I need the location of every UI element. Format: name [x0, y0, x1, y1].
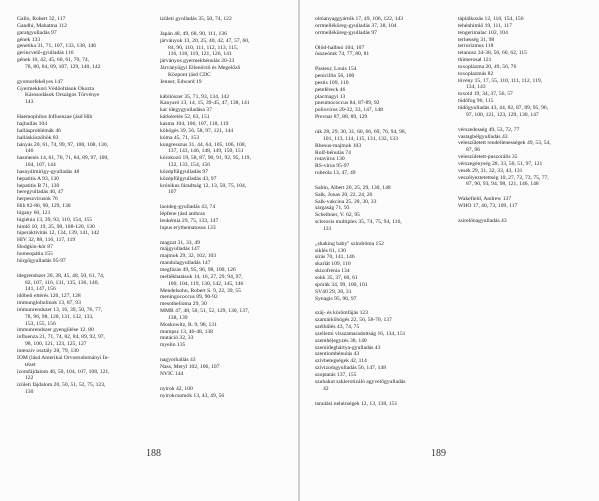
index-column	[160, 16, 295, 399]
index-entry: skizofrénia 134	[315, 268, 350, 275]
section-gap	[315, 393, 450, 401]
index-entry: szemideghártya-gyulladás 43	[315, 344, 381, 351]
index-entry: veleszületett-puszorális 35	[458, 154, 518, 161]
index-entry: szentiombénulás 43	[315, 351, 360, 358]
index-entry: toxoplázma 20, 49, 56, 76	[458, 63, 517, 70]
index-entry: idegrendszer 20, 28, 45, 48, 50, 61, 74,	[17, 272, 105, 279]
section-gap	[315, 302, 450, 310]
index-entry: 101, 113, 114, 115, 131, 132, 133	[323, 135, 398, 142]
index-entry: Sabin, Albert 20, 25, 29, 130, 148	[315, 184, 391, 191]
section-gap	[458, 119, 593, 127]
index-entry: higany 60, 121	[17, 209, 51, 216]
index-entry: genetika 31, 71, 107, 133, 138, 146	[17, 43, 97, 50]
index-entry: szubakut szklerotizáló agyvelőgyulladás	[315, 378, 406, 385]
index-entry: középfülgyulladás 97	[160, 168, 209, 175]
index-entry: izomfájdalom 46, 50, 104, 107, 108, 121,	[17, 368, 110, 375]
index-entry: immunglobulinok 13, 87, 93	[17, 300, 81, 307]
index-entry: SV40 29, 30, 31	[315, 288, 352, 295]
index-entry: szélhűlés 43, 74, 75	[315, 324, 360, 331]
index-entry: thimerosal 121	[458, 57, 492, 64]
index-entry: „shaking baby" szindróma 152	[315, 240, 384, 247]
index-entry: gének 133	[17, 36, 41, 43]
index-entry: szemhéjegyzés 38, 140	[315, 337, 367, 344]
index-entry: májgyulladás 147	[160, 246, 200, 253]
index-entry: higiénia 13, 39, 93, 110, 154, 155	[17, 216, 93, 223]
index-entry: oltóanyaggyártók 17, 49, 106, 122, 143	[315, 16, 404, 22]
index-entry: Nass, Meryl 102, 106, 107	[160, 363, 220, 370]
index-entry: terrorizmus 118	[458, 43, 494, 50]
index-entry: 87, 96	[466, 147, 480, 154]
index-entry: Moskowitz, R. 9, 98, 131	[160, 321, 217, 328]
index-entry: 104, 107, 144	[25, 162, 56, 169]
index-entry: Járványügyi Ellenőrző és Megelőző	[160, 65, 241, 72]
page-number: 188	[146, 448, 161, 459]
index-entry: sírás 70, 141, 146	[315, 254, 355, 261]
index-entry: szoptatás 137, 155	[315, 371, 357, 378]
right-page	[300, 0, 599, 501]
index-entry: járványos gyermekbénulás 20-33	[160, 58, 235, 65]
index-entry: himlő 10, 19, 25, 98, 108-120, 130	[17, 223, 95, 230]
index-entry: intenzív osztály 28, 79, 130	[17, 347, 79, 354]
index-entry: Rolf-bénulás 74	[315, 149, 351, 156]
index-entry: tüdőgyulladás 43, 44, 82, 87, 89, 95, 96,	[458, 104, 549, 111]
index-entry: toxoplazmás 82	[458, 70, 494, 77]
index-entry: RS-vírus 95-97	[315, 163, 350, 170]
index-entry: spórák 34, 99, 100, 101	[315, 281, 368, 288]
index-entry: tövény 15, 17, 55, 110, 111, 112, 119,	[458, 77, 543, 84]
index-entry: vérszegénység 28, 33, 50, 51, 97, 121	[458, 160, 543, 167]
index-entry: tézet	[25, 361, 36, 368]
index-entry: 130	[25, 389, 34, 396]
index-entry: vesék 29, 31, 32, 33, 43, 131	[458, 167, 523, 174]
index-entry: középfülgyulladás 43, 97	[160, 175, 217, 182]
index-entry: Prevnar 87, 88, 89, 129	[315, 114, 368, 121]
index-entry: hallásproblémák 46	[17, 127, 61, 134]
index-entry: tehénhimlő 19, 111, 117	[458, 22, 512, 29]
section-gap	[160, 196, 295, 204]
index-entry: 132, 133, 154, 156	[168, 162, 210, 169]
index-entry: tüdőfog 96, 115	[458, 98, 494, 105]
index-entry: veleszületett rendellenességek 49, 53, 54,	[458, 140, 551, 147]
index-entry: 141, 147, 156	[25, 286, 56, 293]
index-entry: Pasteur, Louis 154	[315, 66, 357, 73]
index-entry: kábítószer 35, 71, 93, 134, 142	[160, 93, 230, 100]
index-entry: leukémia 29, 75, 133, 147	[160, 217, 219, 224]
index-entry: 131	[323, 225, 332, 232]
index-entry: garatgyulladás 97	[17, 29, 57, 36]
index-entry: ízületi fájdalom 20, 50, 51, 52, 75, 123,	[17, 382, 106, 389]
index-entry: toxoid 19, 34, 37, 56, 57	[458, 91, 513, 98]
index-entry: száj- és körömfájás 123	[315, 310, 368, 317]
index-entry: Jenner, Edward 19	[160, 78, 202, 85]
section-gap	[458, 210, 593, 218]
index-entry: összeómk 74, 77, 80, 81	[315, 51, 370, 58]
index-entry: hörgőgyulladás 95-97	[17, 257, 66, 264]
index-entry: Salk-vakcina 25, 28, 30, 33	[315, 198, 377, 205]
index-entry: 134, 143	[466, 84, 486, 91]
index-entry: szívbetegségek 42, 114	[315, 358, 367, 365]
index-entry: hallásküszöbök 83	[17, 134, 59, 141]
index-entry: köhögés 39, 56, 58, 97, 121, 144	[160, 127, 234, 134]
index-entry: orrmelléküreg-gyulladás 97	[315, 29, 377, 36]
index-entry: tengerimalac 102, 104	[458, 29, 508, 36]
index-entry: kar idegygyulladása 37	[160, 107, 212, 114]
index-entry: Hib 82-86, 90, 129, 130	[17, 203, 71, 210]
section-gap	[160, 232, 295, 240]
index-entry: ízületi gyulladás 35, 50, 74, 122	[160, 16, 232, 22]
section-gap	[315, 233, 450, 241]
index-entry: táplálkozás 12, 110, 154, 156	[458, 16, 524, 22]
index-entry: 97, 100, 121, 123, 129, 130, 147	[466, 111, 539, 118]
index-entry: hiperaktivitás 12, 134, 139, 141, 142	[17, 230, 100, 237]
index-entry: 78, 96, 98, 120, 131, 132, 133,	[25, 313, 94, 320]
index-entry: mumpsz 13, 46-48, 138	[160, 328, 213, 335]
index-entry: hepatitis B 71, 130	[17, 182, 60, 189]
index-entry: sokk 35, 37, 60, 61	[315, 275, 358, 281]
index-column	[315, 16, 450, 407]
index-entry: 143	[25, 99, 34, 106]
index-entry: influenza 21, 71, 74, 82, 84, 89, 92, 97,	[17, 334, 105, 341]
index-entry: 100, 104, 119, 130, 142, 145, 146	[168, 280, 244, 287]
index-entry: időbeli eltérés 126, 127, 128	[17, 293, 81, 300]
index-entry: sárgaság 71, 93	[315, 205, 350, 212]
index-entry: vérszedesség 49, 53, 72, 77	[458, 126, 520, 133]
index-entry: poliovírus 20-32, 33, 147, 148	[315, 107, 383, 114]
index-entry: 107	[168, 189, 177, 196]
index-entry: terhesség 31, 98	[458, 36, 495, 43]
index-entry: kongresszus 31, 44, 64, 105, 106, 108,	[160, 141, 247, 148]
index-entry: meningococcus 89, 90-92	[160, 294, 218, 301]
section-gap	[315, 121, 450, 129]
index-entry: Salk, Jonas 20, 22, 24, 26	[315, 191, 373, 198]
index-entry: 78, 80, 84, 89, 107, 129, 140, 142	[25, 63, 101, 70]
index-entry: homeopátia 155	[17, 251, 53, 257]
index-entry: tetanusz 34-38, 56, 60, 62, 115	[458, 50, 527, 57]
index-entry: zsírelőnagyulladás 43	[458, 217, 507, 224]
index-entry: tanulási nehézségek 12, 13, 138, 151	[315, 400, 398, 407]
index-entry: 138, 139	[168, 314, 188, 321]
index-entry: Hodgkin-kór 87	[17, 244, 53, 251]
index-entry: 82, 107, 116, 131, 135, 136, 140,	[25, 279, 99, 286]
section-gap	[315, 177, 450, 185]
index-entry: mellékhatások 14, 16, 27, 29, 94, 97,	[160, 273, 243, 280]
index-entry: hasmenés 14, 61, 70, 71, 84, 89, 97, 100,	[17, 155, 109, 162]
index-entry: heregyulladás 46, 47	[17, 189, 64, 196]
index-entry: járványok 13, 20, 25, 40, 42, 47, 57, 60,	[160, 37, 250, 44]
index-entry: 87, 90, 93, 94, 98, 121, 146, 148	[466, 181, 539, 188]
index-entry: Károsodások Országos Törvénye	[25, 92, 100, 99]
index-entry: Központ (ásd CDC	[168, 71, 211, 78]
index-entry: gerincvelő-gyulladás 116	[17, 50, 74, 57]
index-entry: Mendelsohn, Robert S. 9, 22, 39, 55	[160, 287, 241, 294]
index-entry: magzat 31, 33, 49	[160, 239, 200, 246]
index-entry: hajhullás 104	[17, 120, 47, 127]
index-entry: immunrendszer 13, 16, 39, 50, 76, 77,	[17, 306, 103, 313]
index-entry: kasma 104, 106, 107, 118, 119	[160, 120, 229, 127]
index-entry: siklés 61, 130	[315, 247, 346, 254]
section-gap	[160, 349, 295, 357]
index-entry: Scheibner, V. 62, 95	[315, 212, 360, 219]
index-entry: hasnyálmirigy-gyulladás 48	[17, 168, 80, 175]
index-entry: orrmelléküreg-gyulladás 37, 38, 104	[315, 22, 397, 29]
section-gap	[17, 71, 152, 79]
index-entry: 98, 100, 121, 123, 125, 127	[25, 341, 87, 348]
index-entry: Haemophilus Influenzae (ásd Hib	[17, 114, 93, 121]
index-entry: gyomorfekélyes 147	[17, 78, 63, 85]
index-entry: pneumococcus 84, 87-89, 92	[315, 100, 380, 107]
index-entry: Rhesus-majmok 103	[315, 142, 362, 149]
index-entry: megfázás 49, 95, 96, 98, 100, 126	[160, 267, 236, 273]
index-entry: Gyermekkori Védőoltások Okozta	[17, 85, 94, 92]
index-entry: HIV 32, 88, 116, 117, 119	[17, 237, 76, 244]
index-entry: nyirok 42, 100	[160, 385, 193, 392]
index-entry: 84, 90, 110, 111, 112, 113, 115,	[168, 44, 239, 51]
index-entry: kóma 45, 71, 153	[160, 134, 199, 141]
index-entry: 146	[25, 148, 34, 155]
index-entry: mesothelioma 29, 30	[160, 301, 207, 308]
index-entry: szamárköhögés 22, 56, 58-70, 137	[315, 317, 392, 324]
index-entry: szellemi visszamaradottság 16, 134, 151	[315, 330, 406, 337]
index-entry: immunrendszer gyengülése 12, 80	[17, 327, 94, 334]
index-entry: mandulagyulladás 147	[160, 260, 211, 267]
index-entry: placmagyi 13	[315, 93, 346, 100]
index-entry: sclerosis multiplex 35, 74, 75, 94, 116,	[315, 219, 402, 226]
index-entry: Wakefield, Andrew 137	[458, 196, 512, 203]
index-entry: 42	[323, 385, 329, 392]
section-gap	[160, 86, 295, 94]
index-entry: veszélyeztetettség 10, 27, 72, 73, 75, 77,	[458, 174, 549, 181]
index-entry: laoideg-gyulladás 43, 74	[160, 204, 216, 211]
index-entry: krónikus fáradtság 12, 13, 50, 75, 104,	[160, 182, 247, 189]
index-entry: kárkérelés 52, 63, 151	[160, 114, 210, 121]
section-gap	[458, 188, 593, 196]
index-entry: 137, 143, 146, 148, 149, 150, 151	[168, 148, 244, 155]
index-entry: Japán 48, 49, 68, 90, 111, 136	[160, 30, 227, 37]
index-entry: Gandhi, Mahatma 112	[17, 22, 67, 29]
index-entry: mutáció 32, 33	[160, 335, 194, 342]
index-entry: MMR 47, 48, 50, 51, 52, 129, 130, 137,	[160, 308, 250, 315]
section-gap	[315, 37, 450, 45]
index-entry: NVIC 144	[160, 370, 184, 377]
index-entry: penicillin 56, 100	[315, 73, 355, 80]
index-entry: rubeóla 13, 47, 49	[315, 170, 356, 177]
index-entry: szívizomgyulladás 56, 147, 148	[315, 365, 387, 372]
index-column	[458, 16, 593, 225]
section-gap	[160, 378, 295, 386]
section-gap	[160, 23, 295, 31]
index-entry: Gallo, Robert 32, 117	[17, 16, 66, 22]
index-entry: lépfene (ásd anthrax	[160, 211, 206, 218]
index-entry: majmok 29, 32, 102, 103	[160, 253, 217, 260]
section-gap	[17, 106, 152, 114]
index-column	[17, 16, 152, 396]
index-entry: gének 16, 42, 45, 60, 61, 70, 74,	[17, 57, 90, 64]
index-entry: kórokozó 19, 58, 87, 90, 91, 92, 95, 119,	[160, 155, 251, 162]
index-entry: lupus erythematosus 133	[160, 224, 216, 231]
index-entry: WHO 17, 40, 73, 109, 117	[458, 203, 518, 210]
page-number: 189	[431, 448, 446, 459]
index-entry: herpeszvírusok 76	[17, 196, 58, 203]
index-entry: myelin 135	[160, 342, 186, 349]
index-entry: IOM (lásd Amerikai Orvostudományi In-	[17, 354, 110, 361]
index-entry: skarlát 109, 110	[315, 261, 351, 268]
index-entry: rotavírus 130	[315, 156, 345, 163]
index-entry: 116, 118, 119, 121, 126, 141	[168, 51, 232, 58]
index-entry: 153, 155, 156	[25, 320, 56, 327]
index-entry: Ölőd-halbnó 104, 107	[315, 44, 365, 51]
index-entry: 122	[25, 375, 34, 382]
index-entry: nyirokcsomók 13, 43, 49, 56	[160, 392, 225, 399]
section-gap	[17, 265, 152, 273]
index-entry: nagyorhallás 43	[160, 357, 196, 364]
index-entry: hepatitis A 93, 130	[17, 175, 59, 182]
index-entry: rák 28, 29, 30, 31, 60, 66, 69, 76, 94, 98,	[315, 128, 407, 135]
section-gap	[315, 58, 450, 66]
index-entry: Kanyaró 13, 14, 15, 39-45, 47, 138, 141	[160, 100, 250, 107]
index-entry: Synagis 95, 96, 97	[315, 295, 357, 302]
index-entry: vastagbélgyulladás 43	[458, 133, 508, 140]
index-entry: hányás 20, 61, 74, 99, 97, 100, 108, 130,	[17, 141, 109, 148]
index-entry: peteféreck 46	[315, 86, 346, 93]
index-entry: pestis 109, 110	[315, 79, 349, 86]
